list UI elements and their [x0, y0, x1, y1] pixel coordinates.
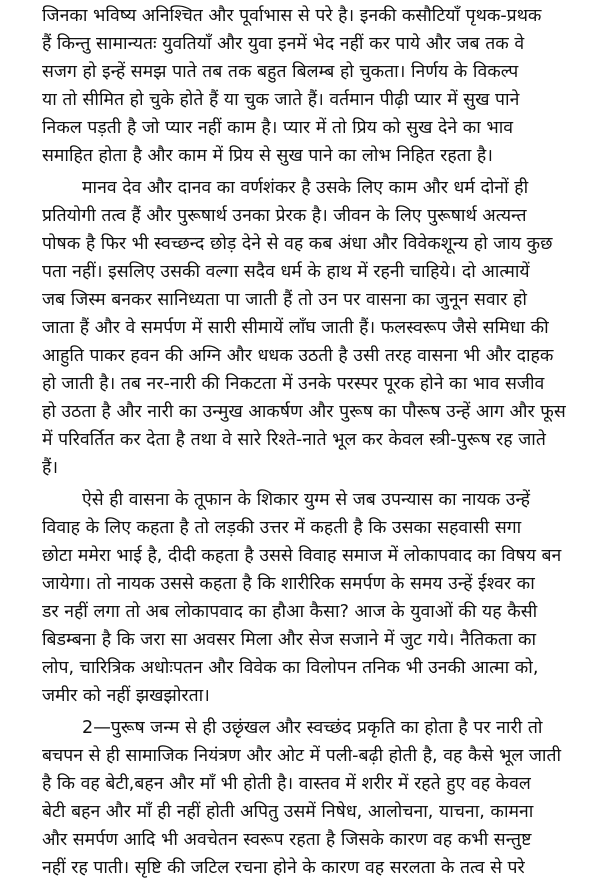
text-line: छोटा ममेरा भाई है, दीदी कहता है उससे विवाह समाज में लोकापवाद का विषय बन: [42, 546, 562, 566]
text-line: लोप, चारित्रिक अधोःपतन और विवेक का विलोपन तनिक भी उनकी आत्मा को,: [42, 658, 539, 678]
text-line: निकल पड़ती है जो प्यार नहीं काम है। प्यार में तो प्रिय को सुख देने का भाव: [42, 118, 514, 138]
text-line: विवाह के लिए कहता है तो लड़की उत्तर में कहती है कि उसका सहवासी सगा: [42, 518, 522, 538]
text-line: हैं किन्तु सामान्यतः युवतियाँ और युवा इनमें भेद नहीं कर पाये और जब तक वे: [42, 34, 525, 54]
text-line: पोषक है फिर भी स्वच्छन्द छोड़ देने से वह कब अंधा और विवेकशून्य हो जाय कुछ: [42, 234, 553, 254]
text-line: और समर्पण आदि भी अवचेतन स्वरूप रहता है जिसके कारण वह कभी सन्तुष्ट: [42, 830, 532, 850]
paragraph: [42, 486, 580, 710]
text-line: हैं।: [42, 458, 59, 478]
text-line: डर नहीं लगा तो अब लोकापवाद का हौआ कैसा? आज के युवाओं की यह कैसी: [42, 602, 538, 622]
paragraph: [42, 174, 580, 482]
text-line: में परिवर्तित कर देता है तथा वे सारे रिश्ते-नाते भूल कर केवल स्त्री-पुरूष रह जाते: [42, 430, 546, 450]
text-line: जिनका भविष्य अनिश्चित और पूर्वाभास से परे है। इनकी कसौटियाँ पृथक-प्रथक: [42, 6, 542, 26]
text-line: जायेगा। तो नायक उससे कहता है कि शारीरिक समर्पण के समय उन्हें ईश्वर का: [42, 574, 535, 594]
text-line: बचपन से ही सामाजिक नियंत्रण और ओट में पली-बढ़ी होती है, वह कैसे भूल जाती: [42, 746, 562, 766]
text-line: या तो सीमित हो चुके होते हैं या चुक जाते हैं। वर्तमान पीढ़ी प्यार में सुख पाने: [42, 90, 520, 110]
paragraph: [42, 714, 580, 882]
text-line: जाता हैं और वे समर्पण में सारी सीमायें लाँघ जाती हैं। फलस्वरूप जैसे समिधा की: [42, 318, 549, 338]
text-line: बेटी बहन और माँ ही नहीं होती अपितु उसमें निषेध, आलोचना, याचना, कामना: [42, 802, 534, 822]
text-line: 2—पुरूष जन्म से ही उछृंखल और स्वच्छंद प्रकृति का होता है पर नारी तो: [82, 718, 543, 738]
text-line: हो उठता है और नारी का उन्मुख आकर्षण और पुरूष का पौरूष उन्हें आग और फूस: [42, 402, 566, 422]
text-line: सजग हो इन्हें समझ पाते तब तक बहुत बिलम्ब हो चुकता। निर्णय के विकल्प: [42, 62, 519, 82]
text-line: जमीर को नहीं झखझोरता।: [42, 686, 210, 706]
text-line: नहीं रह पाती। सृष्टि की जटिल रचना होने के कारण वह सरलता के तत्व से परे: [42, 858, 525, 878]
text-line: हो जाती है। तब नर-नारी की निकटता में उनके परस्पर पूरक होने का भाव सजीव: [42, 374, 545, 394]
paragraph: [42, 2, 580, 170]
text-line: ऐसे ही वासना के तूफान के शिकार युग्म से जब उपन्यास का नायक उन्हें: [82, 490, 530, 510]
text-line: है कि वह बेटी,बहन और माँ भी होती है। वास्तव में शरीर में रहते हुए वह केवल: [42, 774, 531, 794]
text-line: मानव देव और दानव का वर्णशंकर है उसके लिए काम और धर्म दोनों ही: [82, 178, 529, 198]
text-line: प्रतियोगी तत्व हैं और पुरूषार्थ उनका प्रेरक है। जीवन के लिए पुरूषार्थ अत्यन्त: [42, 206, 527, 226]
text-line: पता नहीं। इसलिए उसकी वल्गा सदैव धर्म के हाथ में रहनी चाहिये। दो आत्मायें: [42, 262, 530, 282]
text-line: जब जिस्म बनकर सानिध्यता पा जाती हैं तो उन पर वासना का जुनून सवार हो: [42, 290, 527, 310]
text-line: बिडम्बना है कि जरा सा अवसर मिला और सेज सजाने में जुट गये। नैतिकता का: [42, 630, 537, 650]
text-line: समाहित होता है और काम में प्रिय से सुख पाने का लोभ निहित रहता है।: [42, 146, 493, 166]
text-line: आहुति पाकर हवन की अग्नि और धधक उठती है उसी तरह वासना भी और दाहक: [42, 346, 554, 366]
